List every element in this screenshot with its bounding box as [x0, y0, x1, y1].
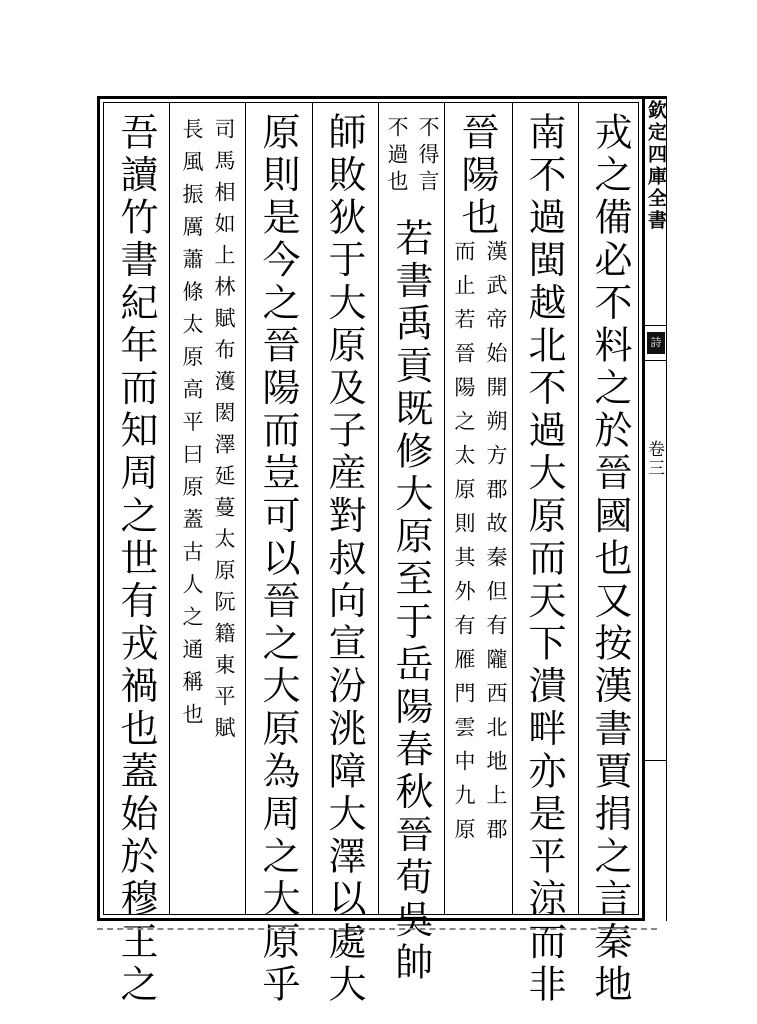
- column-rule: [169, 102, 170, 915]
- chapter-label: 卷三: [644, 440, 664, 478]
- text-column-7-note-right: 司馬相如上林賦布濩閎澤延蔓太原阮籍東平賦: [212, 118, 236, 748]
- text-column-6: 原則是今之晉陽而豈可以晉之大原為周之大原乎: [256, 112, 300, 1007]
- column-rule: [378, 102, 379, 915]
- column-rule: [512, 102, 513, 915]
- text-column-3-note-left: 而止若晉陽之太原則其外有雁門雲中九原: [452, 240, 476, 852]
- text-column-4-main: 若書禹貢既修大原至于岳陽春秋晉荀吳帥: [389, 218, 433, 985]
- text-column-2: 南不過閩越北不過大原而天下潰畔亦是平涼而非: [522, 112, 566, 1007]
- section-tag: 詩: [647, 332, 665, 354]
- text-column-7-note-left: 長風振厲蕭條太原高平曰原蓋古人之通稱也: [180, 118, 204, 736]
- text-column-5: 師敗狄于大原及子産對叔向宣汾洮障大澤以處大: [322, 112, 366, 1007]
- text-column-4-note-right: 不得言: [416, 116, 440, 197]
- text-column-8: 吾讀竹書紀年而知周之世有戎禍也蓋始於穆王之: [114, 112, 158, 1007]
- column-rule: [312, 102, 313, 915]
- text-column-3-note-right: 漢武帝始開朔方郡故秦但有隴西北地上郡: [484, 240, 508, 852]
- bottom-rule: [97, 928, 657, 930]
- text-column-4-note-left: 不過也: [385, 116, 409, 197]
- margin-divider: [645, 360, 667, 361]
- margin-divider: [645, 760, 667, 761]
- book-title: 欽定四庫全書: [645, 100, 667, 232]
- column-rule: [444, 102, 445, 915]
- margin-divider: [645, 325, 667, 326]
- column-rule: [245, 102, 246, 915]
- text-column-3-main: 晉陽也: [455, 112, 499, 240]
- text-column-1: 戎之備必不料之於晉國也又按漢書賈捐之言秦地: [588, 112, 632, 1007]
- column-rule: [578, 102, 579, 915]
